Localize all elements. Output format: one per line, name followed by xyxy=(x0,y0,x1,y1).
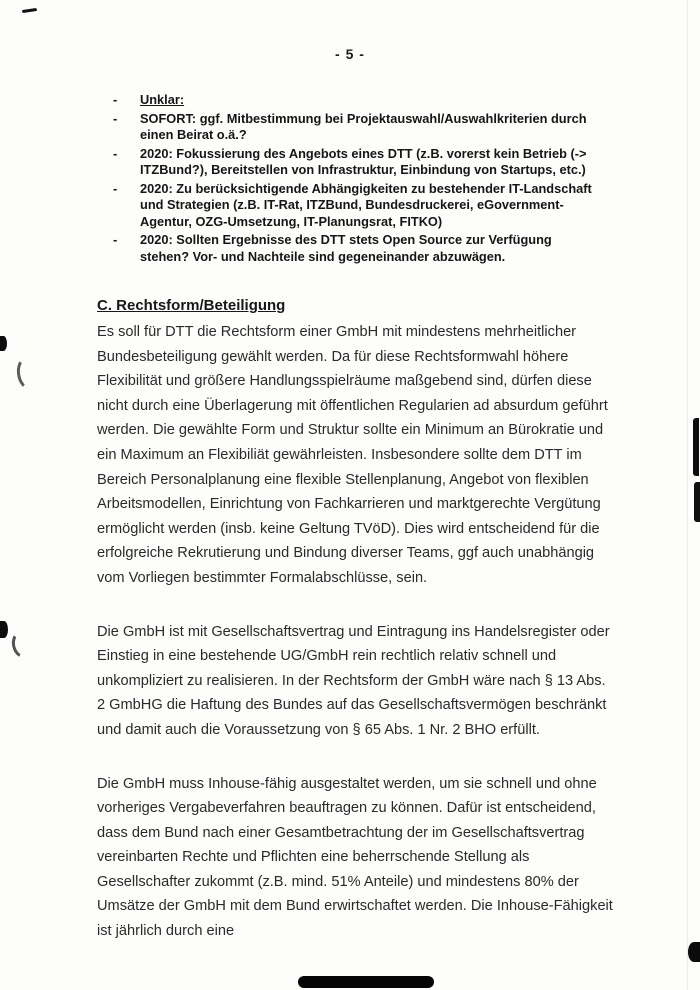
scan-artifact-curve xyxy=(9,626,41,661)
document-body xyxy=(97,320,615,973)
body-paragraph: Es soll für DTT die Rechtsform einer GmbH mit mindestens mehrheitlicher Bundesbeteiligung gewählt werden. Da für diese Rechtsformwahl höhere Flexibilität und größere Handlungsspielräume maßgebend sind, dürfen diese nicht durch eine Überlagerung mit öffentlichen Regularien ad absurdum geführt werden. Die gewählte Form und Struktur sollte ein Minimum an Bürokratie und ein Maximum an Flexibiliät gewährleisten. Insbesondere sollte dem DTT im Bereich Personalplanung eine flexible Stellenplanung, Angebot von flexiblen Arbeitsmodellen, Einrichtung von Fachkarrieren und marktgerechte Vergütung ermöglicht werden (insb. keine Geltung TVöD). Dies wird entscheidend für die erfolgreiche Rekrutierung und Bindung diverser Teams, ggf auch unabhängig vom Vorliegen bestimmter Formalabschlüsse, sein. xyxy=(97,324,608,586)
bullet-text: SOFORT: ggf. Mitbestimmung bei Projektauswahl/Auswahlkriterien durch einen Beirat o.ä.? xyxy=(140,110,587,142)
scan-artifact-blob xyxy=(0,621,8,638)
scan-artifact-mark xyxy=(693,418,699,476)
bullet-text: 2020: Zu berücksichtigende Abhängigkeiten zu bestehender IT-Landschaft und Strategien (z.B. IT-Rat, ITZBund, Bundesdruckerei, eGovernment-Agentur, OZG-Umsetzung, IT-Planungsrat, FITKO) xyxy=(140,180,592,229)
list-item xyxy=(113,92,599,109)
list-item xyxy=(113,146,599,179)
list-item xyxy=(113,111,599,144)
scan-artifact-bar xyxy=(298,976,434,988)
bullet-text: Unklar: xyxy=(140,92,185,107)
bullet-marker: - xyxy=(113,92,118,107)
scan-artifact-dash xyxy=(22,8,37,13)
list-item xyxy=(113,181,599,231)
bullet-text: 2020: Fokussierung des Angebots eines DTT (z.B. vorerst kein Betrieb (-> ITZBund?), Bereitstellen von Infrastruktur, Einbindung von Startups, etc.) xyxy=(140,145,587,177)
section-heading: C. Rechtsform/Beteiligung xyxy=(97,297,286,314)
scan-edge-line xyxy=(687,0,688,990)
list-item xyxy=(113,232,599,265)
scan-artifact-curve xyxy=(15,354,43,391)
scan-artifact-blob xyxy=(0,336,7,351)
scan-artifact-blob xyxy=(688,942,700,962)
body-paragraph: Die GmbH muss Inhouse-fähig ausgestaltet werden, um sie schnell und ohne vorheriges Vergabeverfahren beauftragen zu können. Dafür ist entscheidend, dass dem Bund nach einer Gesamtbetrachtung der im Gesellschaftsvertrag vereinbarten Rechte und Pflichten eine beherrschende Stellung als Gesellschafter zukommt (z.B. mind. 51% Anteile) und mindestens 80% der Umsätze der GmbH mit dem Bund erwirtschaftet werden. Die Inhouse-Fähigkeit ist jährlich durch eine xyxy=(97,775,613,940)
bullet-marker: - xyxy=(113,145,118,161)
bullet-marker: - xyxy=(113,180,118,196)
bullet-marker: - xyxy=(113,232,118,247)
body-paragraph: Die GmbH ist mit Gesellschaftsvertrag und Eintragung ins Handelsregister oder Einstieg in eine bestehende UG/GmbH rein rechtlich relativ schnell und unkompliziert zu realisieren. In der Rechtsform der GmbH wäre nach § 13 Abs. 2 GmbHG die Haftung des Bundes auf das Gesellschaftsvermögen beschränkt und damit auch die Voraussetzung von § 65 Abs. 1 Nr. 2 BHO erfüllt. xyxy=(97,623,610,738)
bullet-list xyxy=(113,92,599,267)
page-number: - 5 - xyxy=(335,46,365,62)
bullet-marker: - xyxy=(113,110,118,126)
bullet-text: 2020: Sollten Ergebnisse des DTT stets Open Source zur Verfügung stehen? Vor- und Nachteile sind gegeneinander abzuwägen. xyxy=(140,232,552,264)
scan-artifact-mark xyxy=(694,482,700,522)
